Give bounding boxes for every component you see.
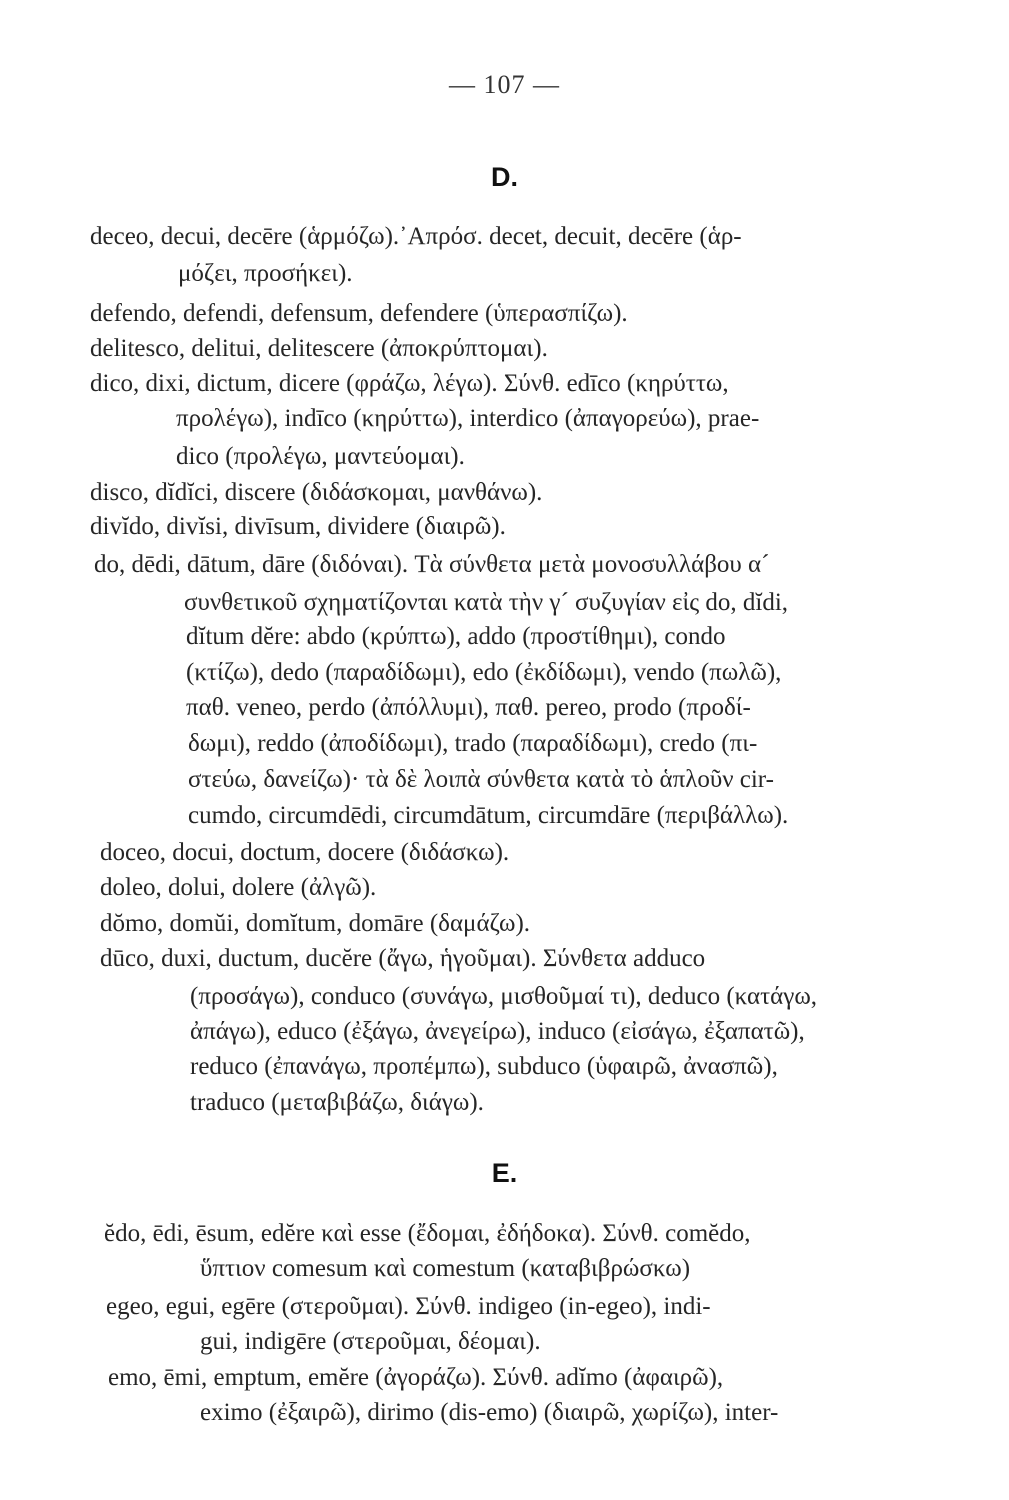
entry-line: disco, dĭdĭci, discere (διδάσκομαι, μανθάνω). — [90, 479, 543, 506]
entry-line: dūco, duxi, ductum, ducĕre (ἄγω, ἡγοῦμαι). Σύνθετα adduco — [100, 945, 706, 972]
entry-line: egeo, egui, egēre (στεροῦμαι). Σύνθ. indigeo (in-egeo), indi- — [106, 1293, 711, 1320]
entry-line: dico (προλέγω, μαντεύομαι). — [176, 443, 465, 470]
entry-line: traduco (μεταβιβάζω, διάγω). — [190, 1089, 484, 1116]
entry-line: do, dēdi, dātum, dāre (διδόναι). Τὰ σύνθετα μετὰ μονοσυλλάβου α´ — [94, 551, 770, 578]
section-heading-d: D. — [491, 162, 518, 192]
entry-line: dĭtum dĕre: abdo (κρύπτω), addo (προστίθημι), condo — [186, 623, 726, 650]
entry-line: στεύω, δανείζω)· τὰ δὲ λοιπὰ σύνθετα κατὰ τὸ ἁπλοῦν cir- — [188, 766, 774, 793]
entry-line: μόζει, προσήκει). — [178, 260, 353, 287]
entry-line: δωμι), reddo (ἀποδίδωμι), trado (παραδίδωμι), credo (πι- — [188, 730, 758, 757]
entry-line: defendo, defendi, defensum, defendere (ὑπερασπίζω). — [90, 300, 628, 327]
entry-line: ĕdo, ēdi, ēsum, edĕre καὶ esse (ἔδομαι, ἐδήδοκα). Σύνθ. comĕdo, — [104, 1220, 751, 1247]
entry-line: προλέγω), indīco (κηρύττω), interdico (ἀπαγορεύω), prae- — [176, 405, 760, 432]
entry-line: emo, ēmi, emptum, emĕre (ἀγοράζω). Σύνθ. adĭmo (ἀφαιρῶ), — [108, 1364, 724, 1391]
entry-line: (κτίζω), dedo (παραδίδωμι), edo (ἐκδίδωμι), vendo (πωλῶ), — [186, 659, 782, 686]
entry-line: cumdo, circumdēdi, circumdātum, circumdāre (περιβάλλω). — [188, 802, 789, 829]
entry-line: gui, indigēre (στεροῦμαι, δέομαι). — [200, 1328, 541, 1355]
entry-line: ὕπτιον comesum καὶ comestum (καταβιβρώσκω) — [200, 1255, 691, 1282]
section-heading-e: E. — [491, 1158, 518, 1188]
entry-line: συνθετικοῦ σχηματίζονται κατὰ τὴν γ´ συζυγίαν εἰς do, dĭdi, — [184, 589, 789, 616]
entry-line: delitesco, delitui, delitescere (ἀποκρύπτομαι). — [90, 335, 548, 362]
entry-line: παθ. veneo, perdo (ἀπόλλυμι), παθ. pereo, prodo (προδί- — [186, 694, 751, 721]
entry-line: deceo, decui, decēre (ἁρμόζω).᾽Απρόσ. decet, decuit, decēre (ἁρ- — [90, 223, 742, 250]
entry-line: dŏmo, domŭi, domĭtum, domāre (δαμάζω). — [100, 910, 531, 937]
entry-line: reduco (ἐπανάγω, προπέμπω), subduco (ὑφαιρῶ, ἀνασπῶ), — [190, 1053, 778, 1080]
entry-line: (προσάγω), conduco (συνάγω, μισθοῦμαί τι), deduco (κατάγω, — [190, 983, 818, 1010]
entry-line: doceo, docui, doctum, docere (διδάσκω). — [100, 839, 510, 866]
entry-line: doleo, dolui, dolere (ἀλγῶ). — [100, 874, 377, 901]
entry-line: ἀπάγω), educo (ἐξάγω, ἀνεγείρω), induco (εἰσάγω, ἐξαπατῶ), — [190, 1018, 805, 1045]
entry-line: divĭdo, divĭsi, divīsum, dividere (διαιρῶ). — [90, 513, 506, 540]
entry-line: dico, dixi, dictum, dicere (φράζω, λέγω). Σύνθ. edīco (κηρύττω, — [90, 370, 729, 397]
page-number: — 107 — — [449, 70, 560, 99]
entry-line: eximo (ἐξαιρῶ), dirimo (dis-emo) (διαιρῶ, χωρίζω), inter- — [200, 1399, 779, 1426]
